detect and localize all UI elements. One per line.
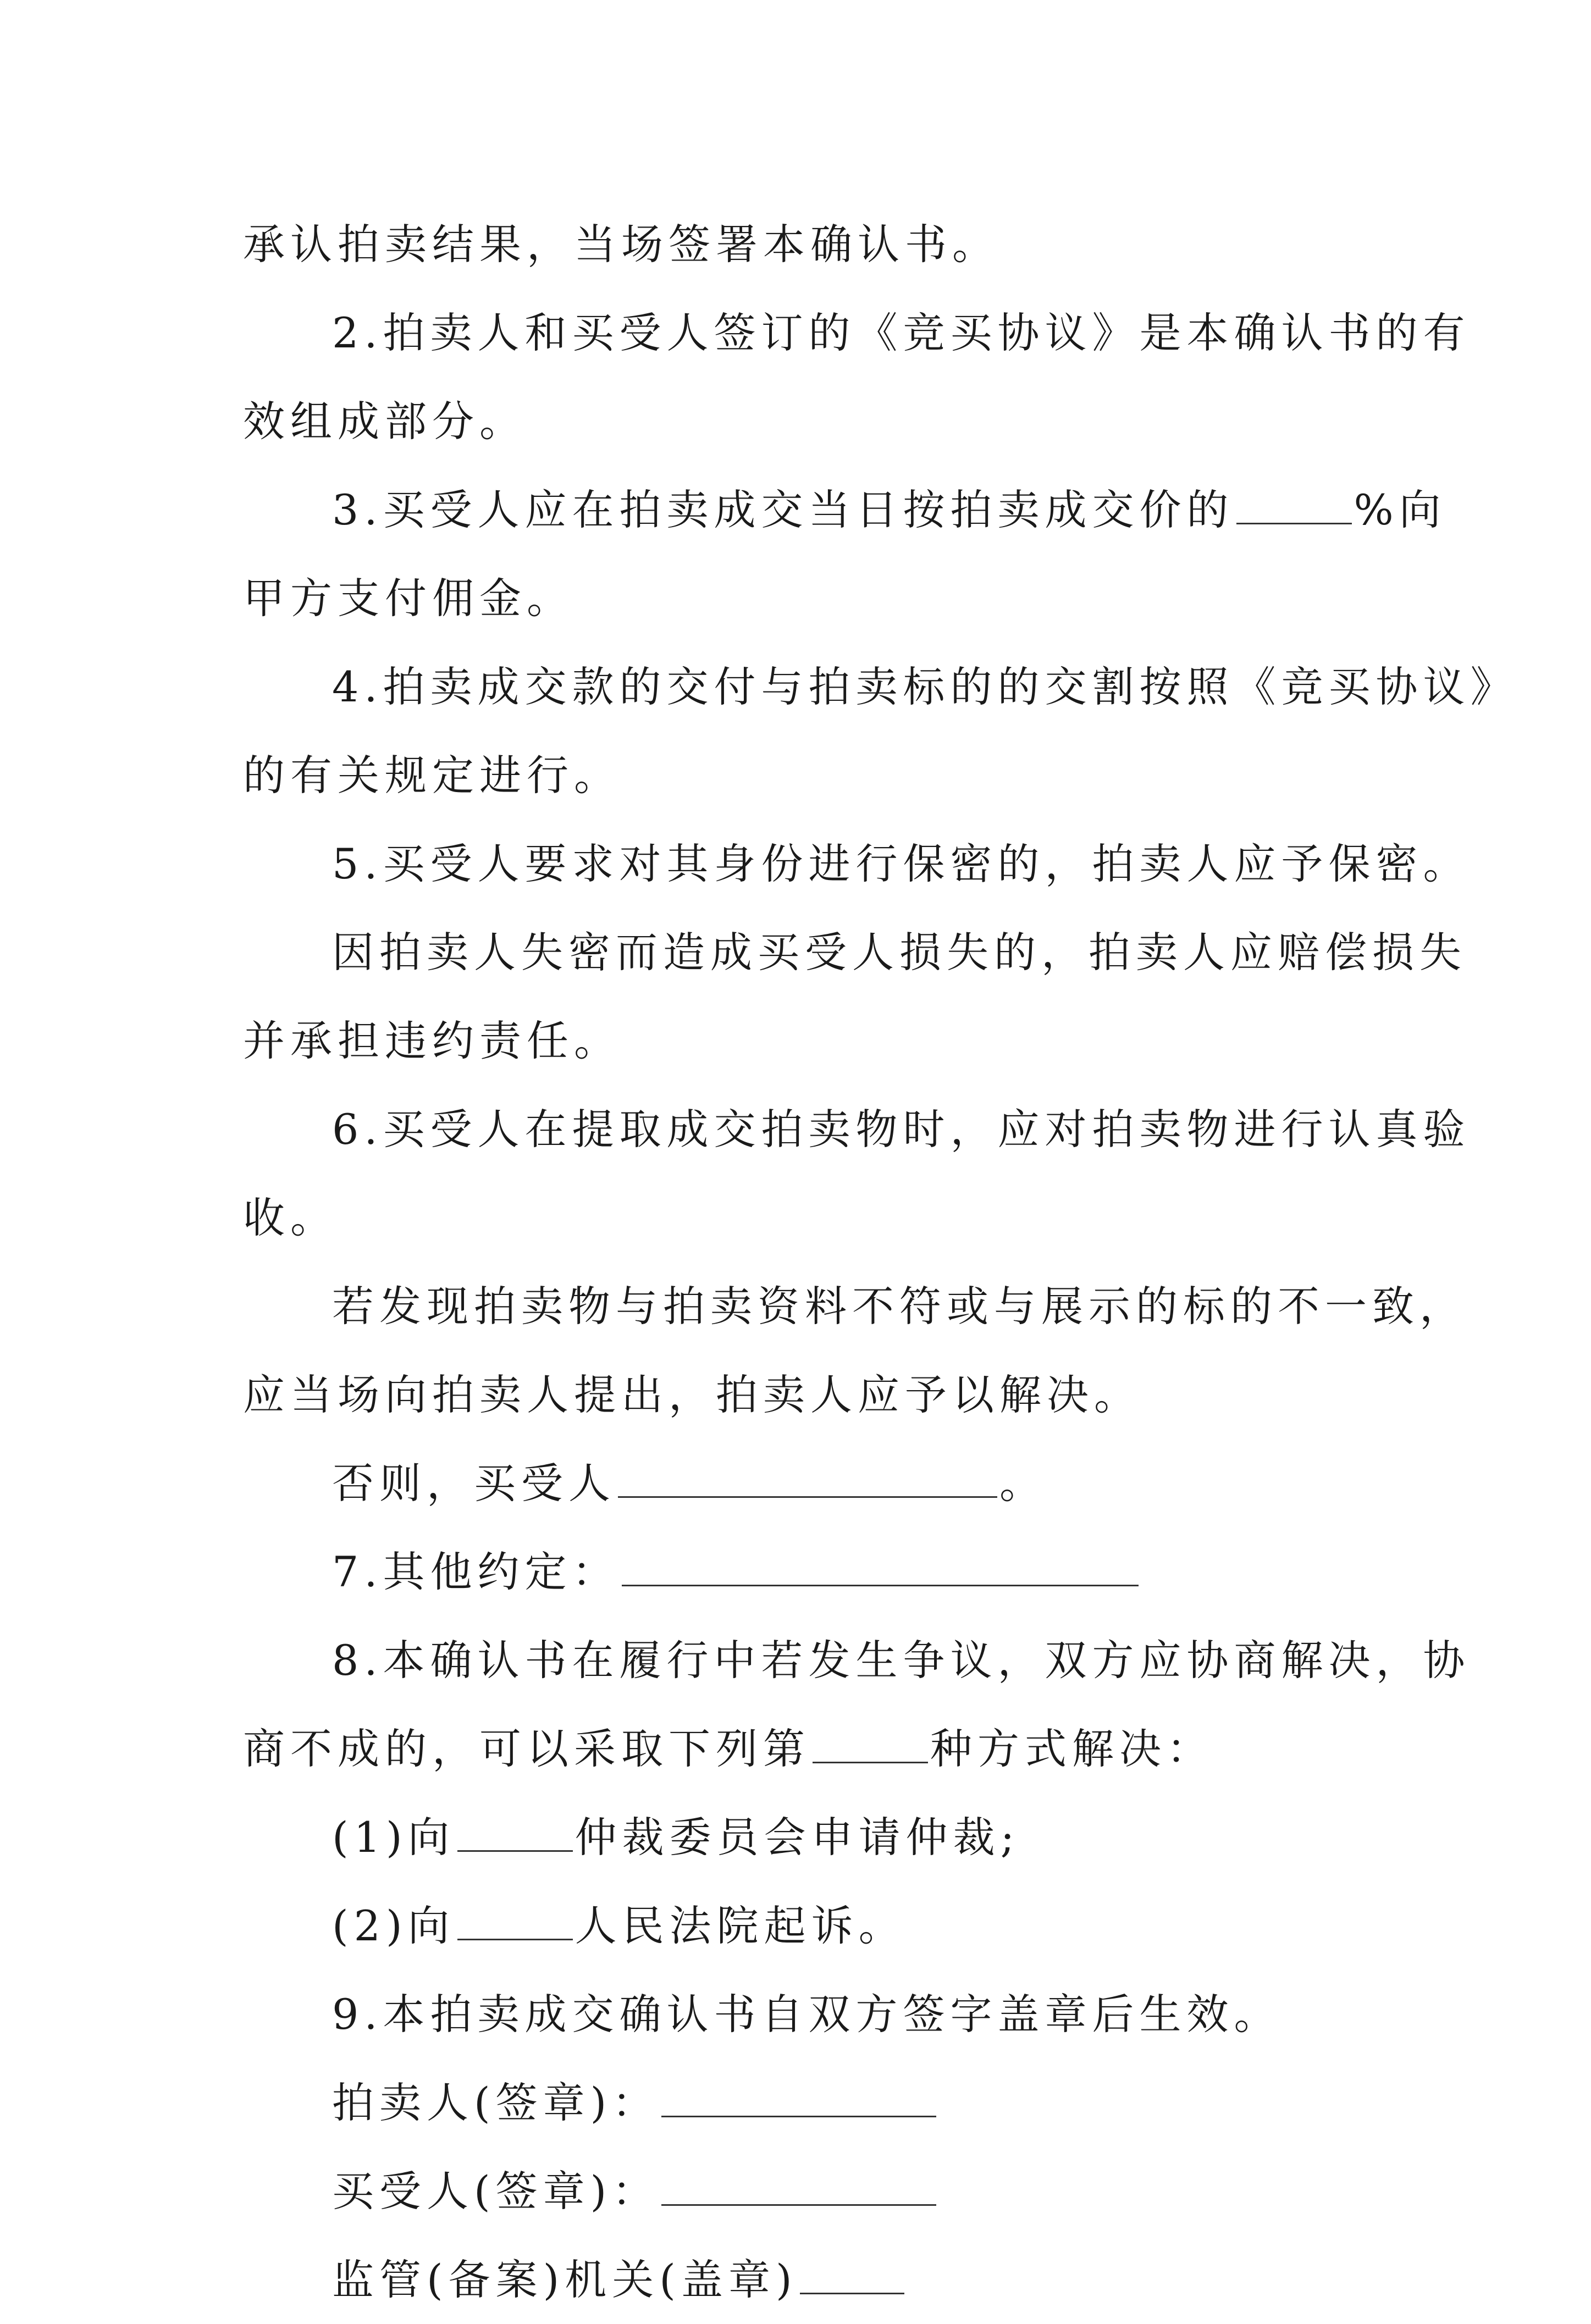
text-line: 收。 <box>243 1193 338 1242</box>
text-line: 因拍卖人失密而造成买受人损失的，拍卖人应赔偿损失 <box>332 928 1467 977</box>
clause-3-suffix: %向 <box>1354 485 1446 534</box>
otherwise-text: 否则，买受人 <box>332 1459 616 1508</box>
text-line: 并承担违约责任。 <box>243 1016 621 1065</box>
dispute-method-blank <box>813 1723 928 1763</box>
clause-5: 5.买受人要求对其身份进行保密的，拍卖人应予保密。 <box>332 839 1471 888</box>
auctioneer-signature-line <box>243 2059 1364 2147</box>
text-line: 应当场向拍卖人提出，拍卖人应予以解决。 <box>243 1370 1141 1419</box>
arbitration-committee-blank <box>457 1812 573 1852</box>
option-2-prefix: (2)向 <box>332 1901 455 1950</box>
option-court <box>243 1882 1364 1970</box>
text-line: 效组成部分。 <box>243 397 527 446</box>
buyer-signature-line <box>243 2147 1364 2236</box>
auctioneer-signature-label: 拍卖人(签章)： <box>332 2078 660 2127</box>
option-arbitration <box>243 1793 1364 1882</box>
otherwise-line <box>243 1439 1364 1528</box>
commission-rate-blank <box>1236 484 1352 524</box>
clause-9: 9.本拍卖成交确认书自双方签字盖章后生效。 <box>332 1990 1281 2039</box>
buyer-signature-label: 买受人(签章)： <box>332 2167 660 2216</box>
text-line: 承认拍卖结果，当场签署本确认书。 <box>243 220 999 269</box>
clause-8-cont <box>243 1705 1364 1793</box>
clause-3 <box>243 466 1446 554</box>
text-line: 甲方支付佣金。 <box>243 574 574 623</box>
clause-7-text: 7.其他约定： <box>332 1547 620 1596</box>
court-blank <box>457 1900 573 1940</box>
authority-seal-blank <box>800 2254 904 2294</box>
option-2-suffix: 人民法院起诉。 <box>574 1901 906 1950</box>
authority-seal-line <box>243 2236 1364 2324</box>
clause-3-text: 3.买受人应在拍卖成交当日按拍卖成交价的 <box>332 485 1234 534</box>
otherwise-suffix: 。 <box>999 1459 1047 1508</box>
option-1-suffix: 仲裁委员会申请仲裁; <box>574 1813 1020 1862</box>
document-body <box>243 200 1518 2324</box>
auctioneer-signature-blank <box>661 2077 936 2117</box>
clause-7 <box>243 1528 1364 1616</box>
other-terms-blank <box>622 1546 1139 1586</box>
authority-seal-label: 监管(备案)机关(盖章) <box>332 2255 798 2304</box>
text-line: 的有关规定进行。 <box>243 751 621 800</box>
option-1-prefix: (1)向 <box>332 1813 455 1862</box>
text-line: 若发现拍卖物与拍卖资料不符或与展示的标的不一致， <box>332 1282 1467 1331</box>
clause-8-suffix: 种方式解决： <box>930 1724 1214 1773</box>
clause-4: 4.拍卖成交款的交付与拍卖标的的交割按照《竞买协议》 <box>332 662 1518 711</box>
clause-8: 8.本确认书在履行中若发生争议，双方应协商解决，协 <box>332 1636 1471 1685</box>
buyer-consequence-blank <box>618 1458 997 1498</box>
buyer-signature-blank <box>661 2166 936 2206</box>
clause-2: 2.拍卖人和买受人签订的《竞买协议》是本确认书的有 <box>332 308 1471 357</box>
clause-8-text: 商不成的，可以采取下列第 <box>243 1724 810 1773</box>
clause-6: 6.买受人在提取成交拍卖物时，应对拍卖物进行认真验 <box>332 1105 1471 1154</box>
